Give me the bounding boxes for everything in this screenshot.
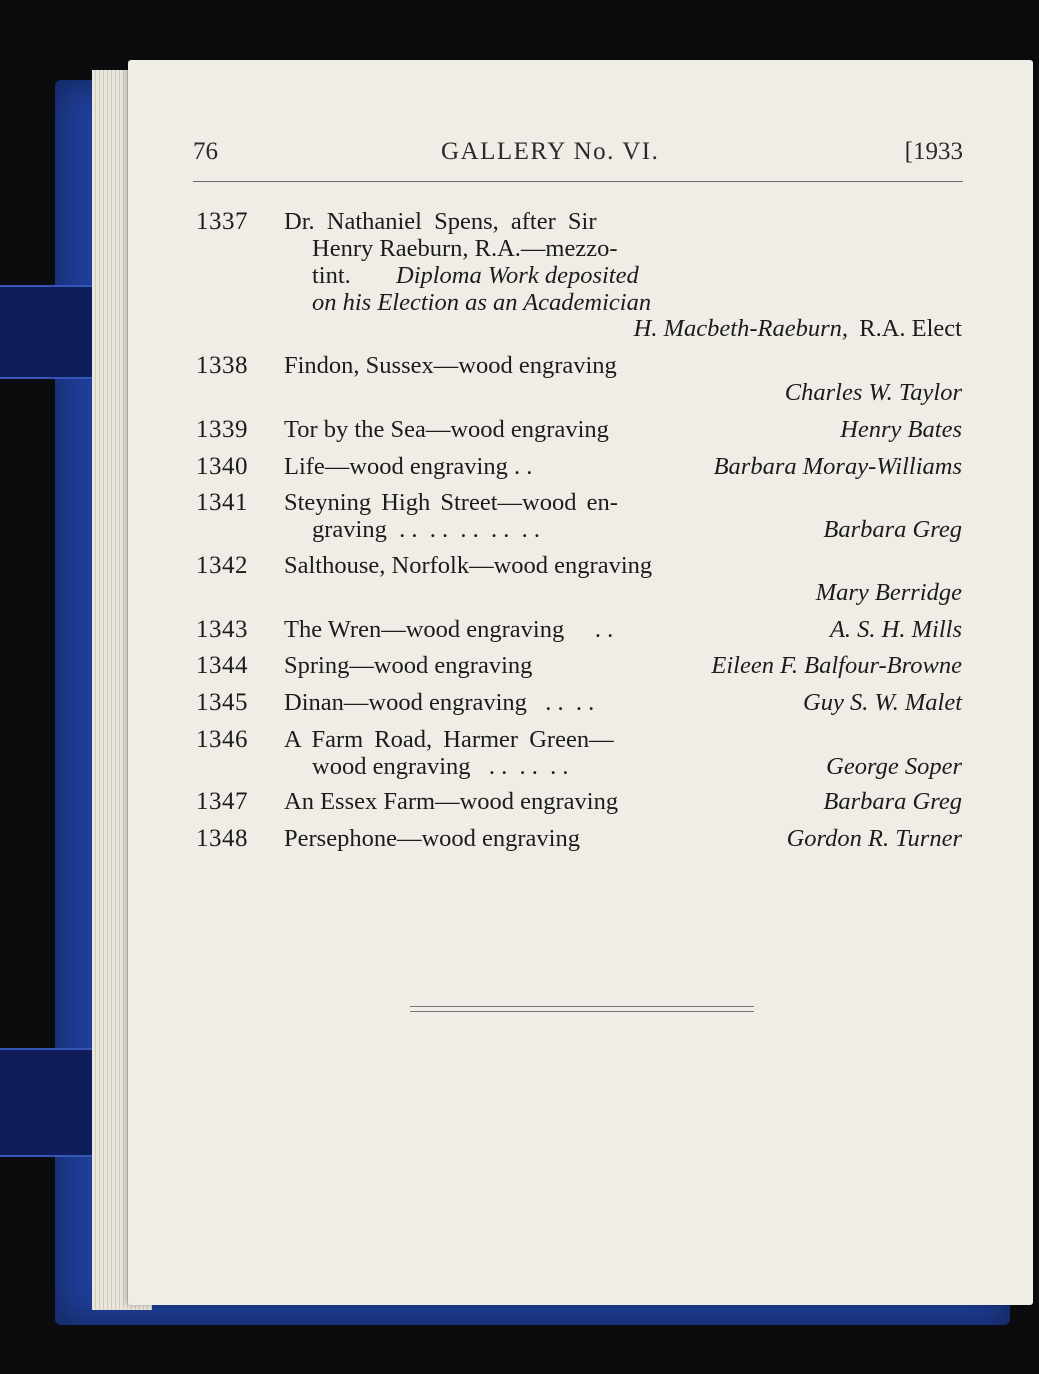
entry-artist: Mary Berridge bbox=[815, 579, 962, 606]
entry-number: 1343 bbox=[196, 616, 248, 643]
entry-artist: Charles W. Taylor bbox=[784, 379, 962, 406]
entry-artist: Guy S. W. Malet bbox=[803, 689, 962, 716]
entry-artist: Barbara Moray-Williams bbox=[713, 453, 962, 480]
page-header bbox=[193, 138, 963, 172]
entry-number: 1340 bbox=[196, 453, 248, 480]
entry-title: Dinan—wood engraving . . . . bbox=[284, 689, 595, 716]
entry-title: Dr. Nathaniel Spens, after Sir bbox=[284, 208, 597, 235]
entry-number: 1346 bbox=[196, 726, 248, 753]
entry-artist: A. S. H. Mills bbox=[829, 616, 962, 643]
entry-title-continued: wood engraving . . . . . . bbox=[312, 753, 569, 780]
catalogue-entry bbox=[196, 726, 966, 782]
entry-artist: H. Macbeth-Raeburn, bbox=[633, 315, 848, 342]
catalogue-entry bbox=[196, 689, 966, 719]
entry-artist: George Soper bbox=[826, 753, 962, 780]
catalogue-entry bbox=[196, 208, 966, 343]
entry-title-continued: Henry Raeburn, R.A.—mezzo- bbox=[312, 235, 618, 262]
bookmark-ribbon-lower bbox=[0, 1048, 95, 1157]
entry-title: Tor by the Sea—wood engraving bbox=[284, 416, 609, 443]
page-number: 76 bbox=[193, 138, 218, 165]
entry-artist-suffix: R.A. Elect bbox=[859, 315, 962, 342]
entry-title: Steyning High Street—wood en- bbox=[284, 489, 618, 516]
entry-title: The Wren—wood engraving . . bbox=[284, 616, 614, 643]
catalogue-entry bbox=[196, 652, 966, 682]
catalogue-entry bbox=[196, 788, 966, 818]
catalogue-entry bbox=[196, 825, 966, 855]
entry-artist: Gordon R. Turner bbox=[786, 825, 962, 852]
entry-number: 1347 bbox=[196, 788, 248, 815]
entry-title: An Essex Farm—wood engraving bbox=[284, 788, 619, 815]
entry-number: 1339 bbox=[196, 416, 248, 443]
closing-rule bbox=[410, 1006, 754, 1012]
entry-title: Findon, Sussex—wood engraving bbox=[284, 352, 617, 379]
entry-artist: Barbara Greg bbox=[823, 788, 962, 815]
entry-title: Salthouse, Norfolk—wood engraving bbox=[284, 552, 653, 579]
bookmark-ribbon-upper bbox=[0, 285, 95, 379]
header-rule bbox=[193, 181, 963, 182]
entry-artist: Barbara Greg bbox=[823, 516, 962, 543]
entry-title: A Farm Road, Harmer Green— bbox=[284, 726, 614, 753]
entry-title: Life—wood engraving . . bbox=[284, 453, 533, 480]
gallery-title: GALLERY No. VI. bbox=[441, 138, 660, 165]
entry-title-continued: tint. bbox=[312, 262, 351, 289]
catalogue-entry bbox=[196, 552, 966, 608]
entry-number: 1337 bbox=[196, 208, 248, 235]
entry-title: Spring—wood engraving bbox=[284, 652, 533, 679]
entry-title: Persephone—wood engraving bbox=[284, 825, 580, 852]
catalogue-entry bbox=[196, 416, 966, 446]
catalogue-year: [1933 bbox=[904, 138, 963, 165]
entry-number: 1342 bbox=[196, 552, 248, 579]
entry-number: 1338 bbox=[196, 352, 248, 379]
entry-note: Diploma Work deposited bbox=[396, 262, 639, 289]
entry-number: 1344 bbox=[196, 652, 248, 679]
entry-artist: Henry Bates bbox=[840, 416, 962, 443]
catalogue-entry bbox=[196, 352, 966, 408]
catalogue-entry bbox=[196, 616, 966, 646]
entry-number: 1348 bbox=[196, 825, 248, 852]
entry-title-continued: graving . . . . . . . . . . bbox=[312, 516, 540, 543]
entry-artist: Eileen F. Balfour-Browne bbox=[711, 652, 962, 679]
entry-number: 1341 bbox=[196, 489, 248, 516]
entry-number: 1345 bbox=[196, 689, 248, 716]
catalogue-entry bbox=[196, 453, 966, 483]
entry-note: on his Election as an Academician bbox=[312, 289, 652, 316]
catalogue-entry bbox=[196, 489, 966, 545]
